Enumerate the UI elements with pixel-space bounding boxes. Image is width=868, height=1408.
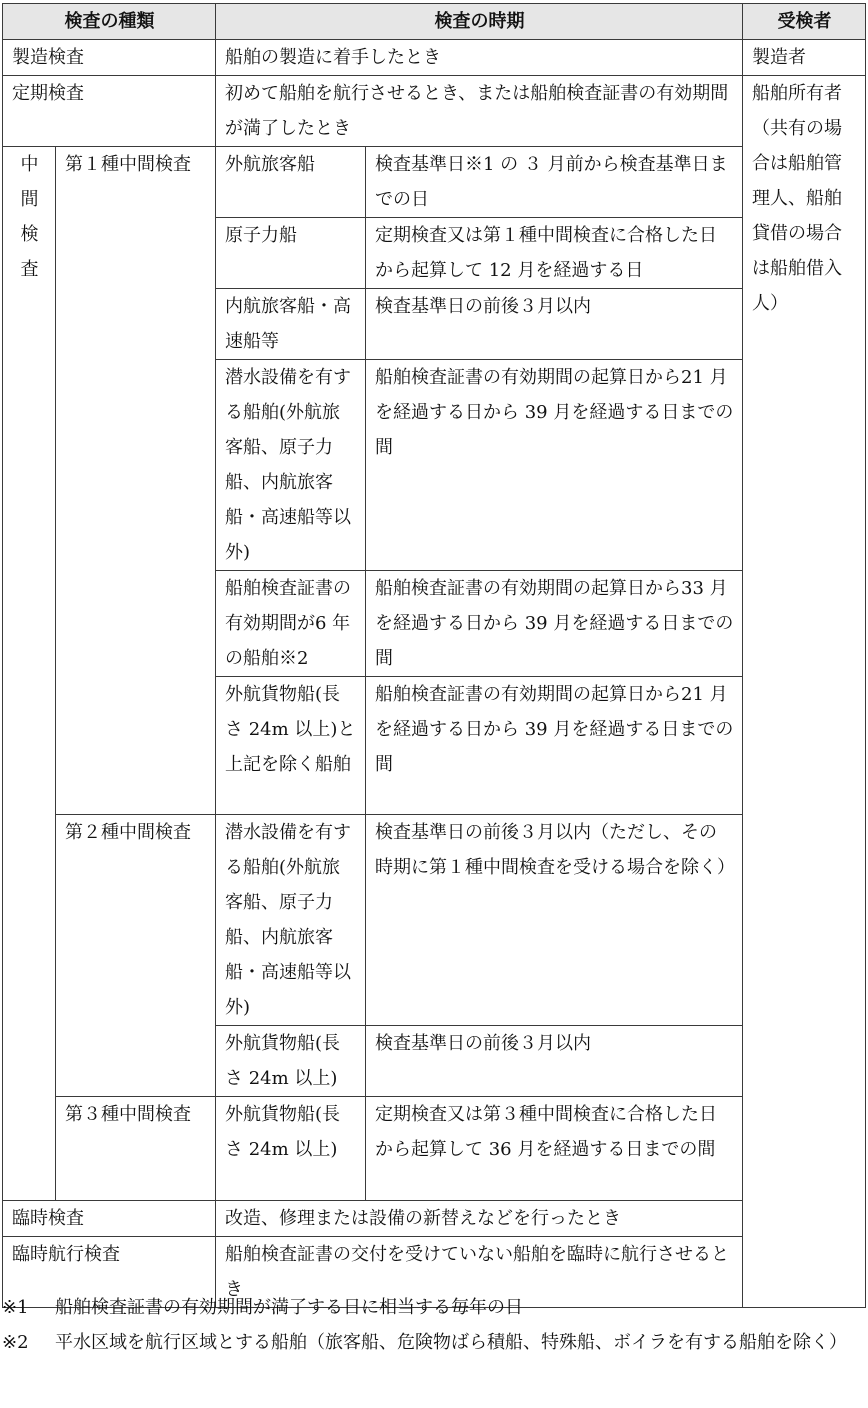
footnote-mark: ※1 — [2, 1297, 29, 1318]
timing-cell: 船舶検査証書の交付を受けていない船舶を臨時に航行させるとき — [216, 1237, 743, 1308]
intermediate-label — [3, 147, 56, 1201]
timing-cell: 定期検査又は第１種中間検査に合格した日から起算して 12 月を経過する日 — [366, 218, 743, 289]
timing-cell: 改造、修理または設備の新替えなどを行ったとき — [216, 1201, 743, 1237]
table-header-row — [3, 4, 866, 40]
timing-cell: 船舶検査証書の有効期間の起算日から21 月を経過する日から 39 月を経過する日までの間 — [366, 360, 743, 571]
timing-cell: 船舶検査証書の有効期間の起算日から21 月を経過する日から 39 月を経過する日までの間 — [366, 677, 743, 815]
footnote-text: 平水区域を航行区域とする船舶（旅客船、危険物ばら積船、特殊船、ボイラを有する船舶を除く） — [55, 1332, 847, 1353]
footnote-text: 船舶検査証書の有効期間が満了する日に相当する毎年の日 — [55, 1297, 523, 1318]
label-char: 間 — [20, 189, 39, 210]
ship-cell: 船舶検査証書の有効期間が6 年の船舶※2 — [216, 571, 366, 677]
ship-cell: 外航旅客船 — [216, 147, 366, 218]
inspection-table — [2, 3, 866, 1308]
ship-cell: 潜水設備を有する船舶(外航旅客船、原子力船、内航旅客船・高速船等以外) — [216, 815, 366, 1026]
timing-cell: 船舶検査証書の有効期間の起算日から33 月を経過する日から 39 月を経過する日までの間 — [366, 571, 743, 677]
table-row — [3, 815, 866, 1026]
third-class-label: 第３種中間検査 — [56, 1097, 216, 1201]
type-cell: 臨時航行検査 — [3, 1237, 216, 1308]
ship-cell: 外航貨物船(長さ 24m 以上) — [216, 1026, 366, 1097]
timing-cell: 検査基準日※1 の ３ 月前から検査基準日までの日 — [366, 147, 743, 218]
ship-cell: 原子力船 — [216, 218, 366, 289]
table-row — [3, 76, 866, 147]
timing-cell: 船舶の製造に着手したとき — [216, 40, 743, 76]
footnotes — [2, 1290, 864, 1360]
ship-cell: 潜水設備を有する船舶(外航旅客船、原子力船、内航旅客船・高速船等以外) — [216, 360, 366, 571]
timing-cell: 定期検査又は第３種中間検査に合格した日から起算して 36 月を経過する日までの間 — [366, 1097, 743, 1201]
ship-cell: 内航旅客船・高速船等 — [216, 289, 366, 360]
footnote-mark: ※2 — [2, 1332, 29, 1353]
recipient-cell: 製造者 — [743, 40, 866, 76]
header-recipient: 受検者 — [743, 4, 866, 40]
table-row — [3, 40, 866, 76]
first-class-label: 第１種中間検査 — [56, 147, 216, 815]
ship-cell: 外航貨物船(長さ 24m 以上) — [216, 1097, 366, 1201]
footnote-1 — [2, 1290, 864, 1325]
label-char: 検 — [20, 224, 39, 245]
label-char: 査 — [20, 259, 39, 280]
table-row — [3, 1097, 866, 1201]
type-cell: 製造検査 — [3, 40, 216, 76]
table-row — [3, 1201, 866, 1237]
owner-recipient-cell: 船舶所有者（共有の場合は船舶管理人、船舶貸借の場合は船舶借入人） — [743, 76, 866, 1308]
timing-cell: 検査基準日の前後３月以内 — [366, 1026, 743, 1097]
label-char: 中 — [20, 154, 39, 175]
ship-cell: 外航貨物船(長さ 24m 以上)と上記を除く船舶 — [216, 677, 366, 815]
footnote-2 — [2, 1325, 864, 1360]
timing-cell: 初めて船舶を航行させるとき、または船舶検査証書の有効期間が満了したとき — [216, 76, 743, 147]
timing-cell: 検査基準日の前後３月以内（ただし、その時期に第１種中間検査を受ける場合を除く） — [366, 815, 743, 1026]
type-cell: 臨時検査 — [3, 1201, 216, 1237]
timing-cell: 検査基準日の前後３月以内 — [366, 289, 743, 360]
table-row — [3, 147, 866, 218]
header-type: 検査の種類 — [3, 4, 216, 40]
second-class-label: 第２種中間検査 — [56, 815, 216, 1097]
type-cell: 定期検査 — [3, 76, 216, 147]
header-timing: 検査の時期 — [216, 4, 743, 40]
